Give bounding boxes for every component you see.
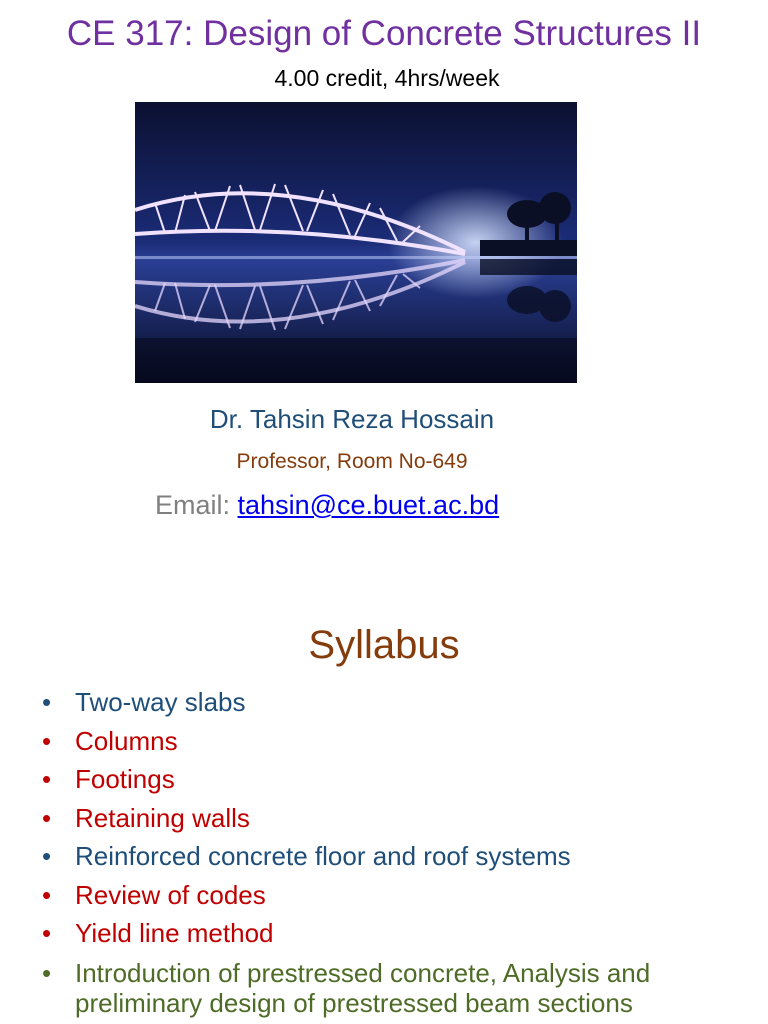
bullet-icon: • (42, 802, 52, 833)
course-title: CE 317: Design of Concrete Structures II (66, 14, 702, 53)
bullet-icon: • (42, 764, 52, 794)
syllabus-item (42, 837, 742, 876)
syllabus-item-text: Reinforced concrete floor and roof systems (75, 841, 571, 871)
email-line (155, 490, 499, 521)
syllabus-item-text: Yield line method (75, 918, 274, 948)
email-link[interactable]: tahsin@ce.buet.ac.bd (237, 490, 500, 520)
syllabus-item-text: Two-way slabs (75, 687, 246, 717)
instructor-role: Professor, Room No-649 (236, 450, 468, 473)
bullet-icon: • (42, 841, 52, 871)
syllabus-item (42, 683, 742, 722)
syllabus-item (42, 876, 742, 915)
syllabus-list (42, 683, 742, 1018)
bullet-icon: • (42, 879, 52, 910)
bullet-icon: • (42, 918, 52, 948)
syllabus-heading: Syllabus (308, 623, 460, 667)
bullet-icon: • (42, 725, 52, 756)
syllabus-item-text: Introduction of prestressed concrete, Analysis and preliminary design of prestressed beam sections (75, 957, 651, 1018)
syllabus-item (42, 722, 742, 761)
syllabus-item-text: Review of codes (75, 879, 266, 910)
syllabus-item (42, 799, 742, 838)
syllabus-item-text: Footings (75, 764, 175, 794)
syllabus-item-text: Retaining walls (75, 802, 250, 833)
syllabus-item (42, 914, 742, 953)
bullet-icon: • (42, 957, 52, 988)
course-credit-info: 4.00 credit, 4hrs/week (274, 65, 500, 91)
email-label: Email: (155, 490, 238, 520)
bridge-at-night-image (135, 102, 577, 383)
syllabus-item (42, 760, 742, 799)
syllabus-item (42, 958, 742, 1018)
bullet-icon: • (42, 687, 52, 717)
instructor-name: Dr. Tahsin Reza Hossain (209, 404, 495, 434)
syllabus-item-text: Columns (75, 725, 178, 756)
